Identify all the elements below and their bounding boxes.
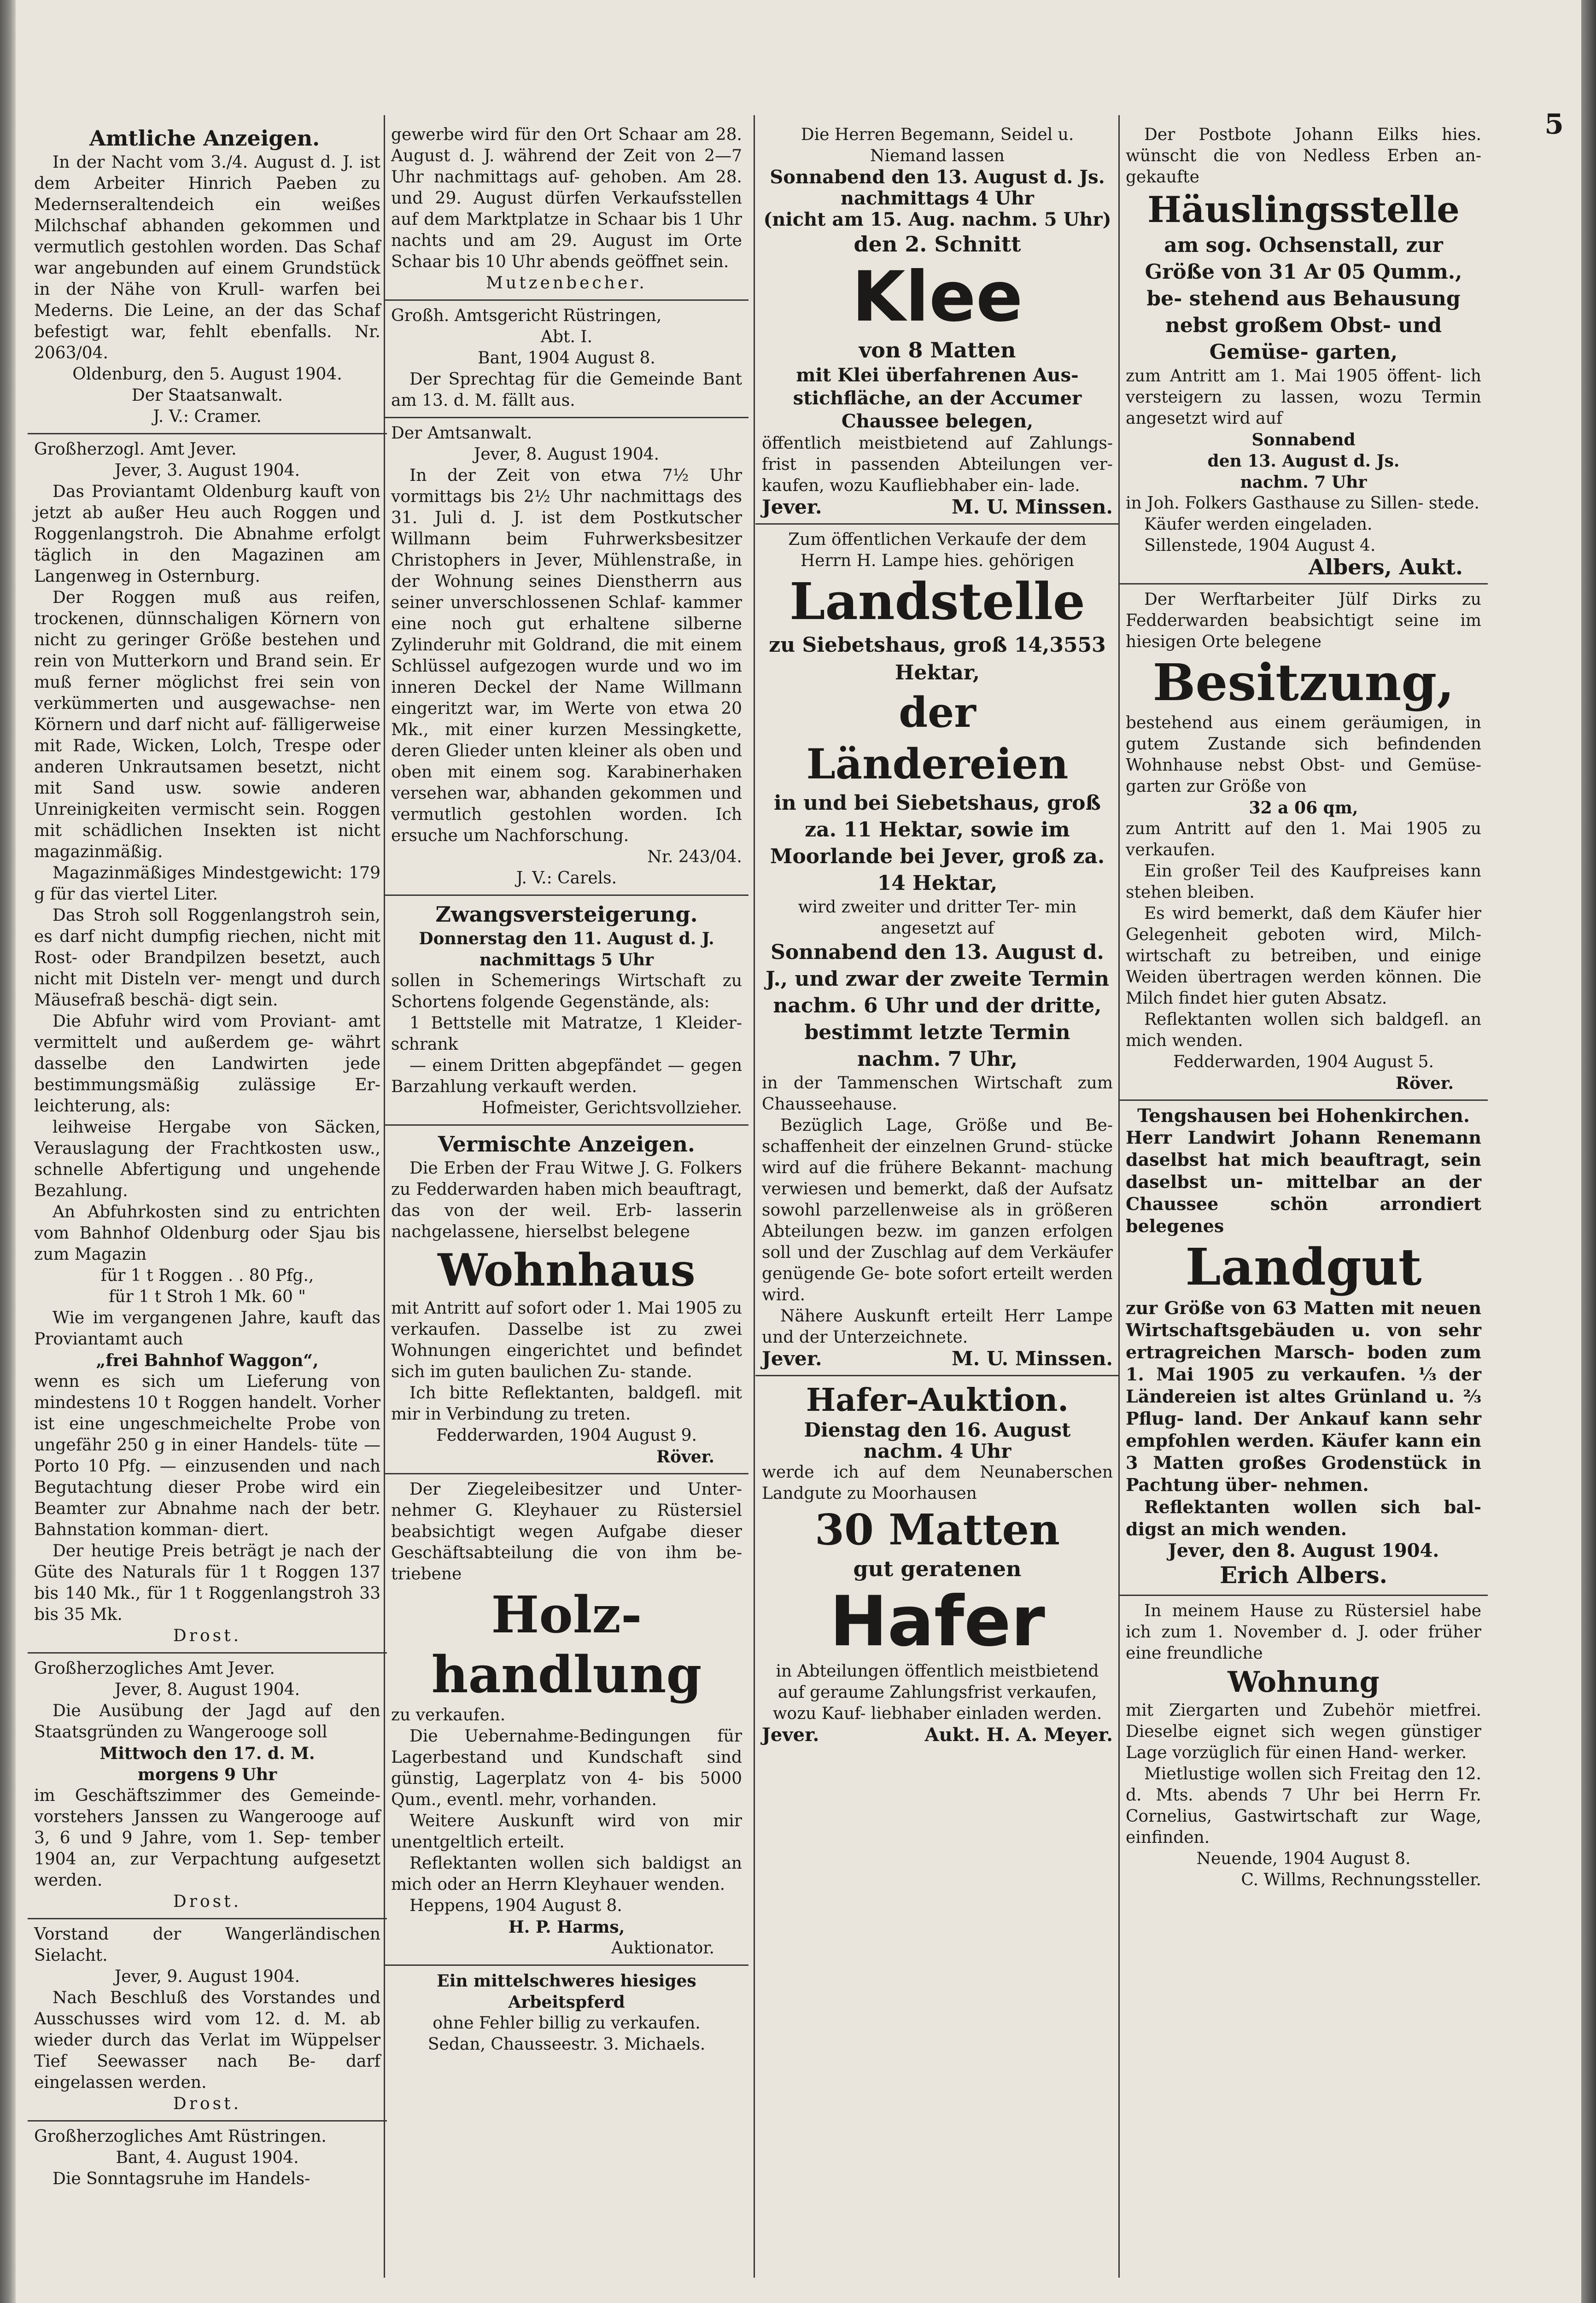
column-rule xyxy=(754,115,755,2278)
ad-headline: Wohnung xyxy=(1228,1665,1380,1699)
notice-signature: Drost. xyxy=(173,1626,242,1645)
ad-body: in Abteilungen öffentlich meistbietend auf geraume Zahlungsfrist verkaufen, wozu Kauf- liebhaber einladen werden. xyxy=(772,1662,1102,1723)
ad-subheadline: Sonnabend den 13. August d. J., und zwar der zweite Termin nachm. 6 Uhr und der dritte, bestimmt letzte Termin nachm. 7 Uhr, xyxy=(766,941,1109,1071)
ad-headline: der Ländereien xyxy=(806,688,1069,789)
ad-headline: Hafer xyxy=(830,1582,1045,1662)
notice-body: Der Roggen muß aus reifen, trockenen, dünnschaligen Körnern von nicht zu geringer Größe bestehen und rein von Mutterkorn und Brand sein. Er muß ferner möglichst frei sein von verkümmerten und ausgewachse- nen Körnern und darf nicht auf- fälligerweise mit Rade, Wicken, Lolch, Trespe oder anderen Unkrautsamen besetzt, nicht mit Sand usw. sowie anderen Unreinigkeiten vermischt sein. Roggen mit schädlichen Insekten ist nicht magazinmäßig. xyxy=(34,588,380,861)
notice-signature: Drost. xyxy=(173,1892,242,1911)
notice-proviantamt xyxy=(28,434,387,1654)
notice-body: In der Zeit von etwa 7½ Uhr vormittags bis 2½ Uhr nachmittags des 31. Juli d. J. ist dem Postkutscher Willmann beim Fuhrwerksbesitzer Christophers in Jever, Mühlenstraße, in der Wohnung seines Dienstherrn aus seiner unverschlossenen Schlaf- kammer eine noch gut erhaltene silberne Zylinderuhr mit Goldrand, die mit einem Schlüssel aufgezogen wurde und wo im inneren Deckel der Name Willmann eingeritzt war, im Werte von etwa 20 Mk., mit einer kurzen Messingkette, deren Glieder unten kleiner als oben und oben mit einem sog. Karabinerhaken versehen war, abhanden gekommen und vermutlich gestohlen worden. Ich ersuche um Nachforschung. xyxy=(391,466,742,845)
ad-headline: Klee xyxy=(852,257,1023,337)
notice-date: Jever, 9. August 1904. xyxy=(114,1967,300,1986)
notice-signature: J. V.: Carels. xyxy=(516,869,617,888)
notice-body: An Abfuhrkosten sind zu entrichten vom Bahnhof Oldenburg oder Sjau bis zum Magazin xyxy=(34,1203,380,1264)
notice-body: 1 Bettstelle mit Matratze, 1 Kleider- schrank xyxy=(391,1014,742,1054)
notice-emphasis: nachmittags 5 Uhr xyxy=(479,950,654,970)
notice-heading: Der Amtsanwalt. xyxy=(391,424,532,443)
ad-footer xyxy=(762,1348,1113,1369)
ad-body: In meinem Hause zu Rüstersiel habe ich zum 1. November d. J. oder früher eine freundliche xyxy=(1126,1602,1481,1663)
notice-body: gewerbe wird für den Ort Schaar am 28. August d. J. während der Zeit von 2—7 Uhr nachmittags auf- gehoben. Am 28. und 29. August dürfen Verkaufsstellen auf dem Marktplatze in Schaar bis 1 Uhr nachts und am 29. August im Orte Schaar bis 10 Uhr abends geöffnet sein. xyxy=(391,125,742,271)
ad-subheadline: gut geratenen xyxy=(853,1556,1022,1581)
ad-body: Ich bitte Reflektanten, baldgefl. mit mir in Verbindung zu treten. xyxy=(391,1384,742,1424)
ad-headline: Hafer-Auktion. xyxy=(806,1382,1069,1419)
ad-besitzung xyxy=(1119,585,1488,1101)
ad-landgut xyxy=(1119,1101,1488,1596)
notice-rate: für 1 t Roggen . . 80 Pfg., xyxy=(100,1266,314,1285)
notice-body: Das Stroh soll Roggenlangstroh sein, es darf nicht dumpfig riechen, nicht mit Rost- oder Brandpilzen besetzt, auch nicht mit Disteln ver- mengt und durch Mäusefraß beschä- digt sein. xyxy=(34,906,380,1010)
ad-subheadline: mit Klei überfahrenen Aus- stichfläche, an der Accumer Chaussee belegen, xyxy=(793,364,1082,432)
ad-body: zu verkaufen. xyxy=(391,1706,506,1724)
ad-headline: Besitzung, xyxy=(1152,653,1455,712)
notice-amtliche xyxy=(28,120,387,434)
notice-continuation xyxy=(385,120,748,301)
notice-body: Wie im vergangenen Jahre, kauft das Proviantamt auch xyxy=(34,1309,380,1349)
column-4 xyxy=(1119,120,1488,2278)
ad-body: Nähere Auskunft erteilt Herr Lampe und der Unterzeichnete. xyxy=(762,1307,1113,1347)
ad-body: Ein großer Teil des Kaufpreises kann stehen bleiben. xyxy=(1126,862,1481,902)
scan-left-edge xyxy=(0,0,16,2303)
ad-emphasis: den 13. August d. Js. xyxy=(1207,451,1400,471)
ad-body: Zum öffentlichen Verkaufe der dem Herrn H. Lampe hies. gehörigen xyxy=(788,530,1087,570)
notice-emphasis: morgens 9 Uhr xyxy=(137,1765,277,1784)
ad-signature: Auktionator. xyxy=(611,1939,714,1958)
notice-body: — einem Dritten abgepfändet — gegen Barzahlung verkauft werden. xyxy=(391,1056,742,1096)
ad-body: Die Erben der Frau Witwe J. G. Folkers zu Fedderwarden haben mich beauftragt, das von der weil. Erb- lasserin nachgelassene, hierselbst belegene xyxy=(391,1159,742,1241)
ad-headline: Landgut xyxy=(1185,1237,1422,1297)
ad-date: Heppens, 1904 August 8. xyxy=(409,1896,622,1915)
notice-date: Bant, 4. August 1904. xyxy=(116,2148,299,2167)
notice-body: Das Proviantamt Oldenburg kauft von jetzt ab außer Heu auch Roggen und Roggenlangstroh. Die Abnahme erfolgt täglich in den Magazinen am Langenweg in Osternburg. xyxy=(34,482,380,586)
ad-arbeitspferd xyxy=(385,1966,748,2061)
section-title: Amtliche Anzeigen. xyxy=(89,126,320,151)
notice-signature: Hofmeister, Gerichtsvollzieher. xyxy=(482,1099,742,1117)
ad-body: zum Antritt am 1. Mai 1905 öffent- lich versteigern zu lassen, wozu Termin angesetzt wird auf xyxy=(1126,367,1481,428)
ad-footer xyxy=(762,497,1113,518)
ad-footer xyxy=(762,1724,1113,1746)
column-2 xyxy=(385,120,748,2278)
ad-body: Die Herren Begemann, Seidel u. Niemand lassen xyxy=(801,125,1074,165)
ad-subheadline: zu Siebetshaus, groß 14,3553 Hektar, xyxy=(769,633,1106,684)
ad-body: ohne Fehler billig zu verkaufen. xyxy=(433,2014,701,2033)
ad-body: mit Ziergarten und Zubehör mietfrei. Dieselbe eignet sich wegen günstiger Lage vorzüglich für einen Hand- werker. xyxy=(1126,1701,1481,1762)
ad-signature: Röver. xyxy=(1396,1074,1454,1093)
ad-body: werde ich auf dem Neunaberschen Landgute zu Moorhausen xyxy=(762,1463,1113,1503)
ad-body: zur Größe von 63 Matten mit neuen Wirtschaftsgebäuden u. von sehr ertragreichen Marsch- boden zum 1. Mai 1905 zu verkaufen. ⅓ der Ländereien ist altes Grünland u. ⅔ Pflug- land. Der Ankauf kann sehr empfohlen werden. Käufer kann ein 3 Matten großes Grodenstück in Pachtung über- nehmen. xyxy=(1126,1298,1481,1495)
ad-emphasis: 32 a 06 qm, xyxy=(1249,798,1358,818)
notice-heading: Großh. Amtsgericht Rüstringen, xyxy=(391,306,662,325)
ad-place: Jever. xyxy=(762,496,822,518)
ad-signature: Aukt. H. A. Meyer. xyxy=(924,1724,1113,1746)
notice-ruestringen xyxy=(28,2122,387,2195)
notice-body: leihweise Hergabe von Säcken, Verauslagung der Frachtkosten usw., schnelle Abfertigung und ungehende Bezahlung. xyxy=(34,1118,380,1200)
ad-subheadline: den 2. Schnitt xyxy=(854,232,1021,257)
ad-signature: M. U. Minssen. xyxy=(952,496,1113,518)
ad-body: wird zweiter und dritter Ter- min angesetzt auf xyxy=(798,898,1077,938)
ad-heading: Tengshausen bei Hohenkirchen. xyxy=(1137,1105,1470,1127)
notice-body: In der Nacht vom 3./4. August d. J. ist dem Arbeiter Hinrich Paeben zu Medernseraltendeich ein weißes Milchschaf abhanden gekommen und vermutlich gestohlen worden. Das Schaf war angebunden auf einem Grundstück in der Nähe von Krull- warfen bei Mederns. Die Leine, an der das Schaf befestigt war, fehlt ebenfalls. Nr. 2063/04. xyxy=(34,153,380,362)
ad-body: Reflektanten wollen sich baldigst an mich oder an Herrn Kleyhauer wenden. xyxy=(391,1854,742,1894)
ad-signature: Albers, Aukt. xyxy=(1308,555,1463,579)
notice-body: Der Sprechtag für die Gemeinde Bant am 13. d. M. fällt aus. xyxy=(391,370,742,410)
ad-body: Reflektanten wollen sich baldgefl. an mich wenden. xyxy=(1126,1010,1481,1050)
ad-signature: M. U. Minssen. xyxy=(952,1347,1113,1370)
ad-subheadline: am sog. Ochsenstall, zur Größe von 31 Ar 05 Qumm., be- stehend aus Behausung nebst großem Obst- und Gemüse- garten, xyxy=(1145,234,1462,364)
page-number: 5 xyxy=(1544,108,1564,140)
ad-holzhandlung xyxy=(385,1474,748,1966)
notice-signature: Drost. xyxy=(173,2094,242,2113)
ad-subheadline: von 8 Matten xyxy=(859,338,1016,362)
notice-body: Die Sonntagsruhe im Handels- xyxy=(53,2169,310,2188)
notice-body: Magazinmäßiges Mindestgewicht: 179 g für das viertel Liter. xyxy=(34,864,380,904)
notice-body: Die Abfuhr wird vom Proviant- amt vermittelt und außerdem ge- währt dasselbe den Landwirten jede bestimmungsmäßig zulässige Er- leichterung, als: xyxy=(34,1012,380,1116)
column-1 xyxy=(28,120,387,2278)
ad-body: Käufer werden eingeladen. xyxy=(1144,515,1373,534)
notice-heading: Abt. I. xyxy=(540,327,593,346)
ad-haeuslingsstelle xyxy=(1119,120,1488,585)
notice-heading: Großherzogl. Amt Jever. xyxy=(34,440,237,459)
ad-signature: C. Willms, Rechnungssteller. xyxy=(1241,1870,1481,1889)
ad-subheadline: (nicht am 15. Aug. nachm. 5 Uhr) xyxy=(763,209,1111,230)
notice-emphasis: Mittwoch den 17. d. M. xyxy=(99,1744,315,1763)
ad-body: Der Werftarbeiter Jülf Dirks zu Fedderwarden beabsichtigt seine im hiesigen Orte belegene xyxy=(1126,590,1481,651)
ad-body: Bezüglich Lage, Größe und Be- schaffenheit der einzelnen Grund- stücke wird auf die frühere Bekannt- machung verwiesen und bemerkt, daß der Aufsatz sowohl parzellenweise als in größeren Abteilungen bezw. im ganzen erfolgen soll und der Zuschlag auf dem Verkäufer genügende Ge- bote sofort erteilt werden wird. xyxy=(762,1116,1113,1304)
ad-body: Weitere Auskunft wird von mir unentgeltlich erteilt. xyxy=(391,1812,742,1852)
section-title: Vermischte Anzeigen. xyxy=(438,1132,695,1157)
notice-amtsgericht xyxy=(385,301,748,418)
ad-date: Fedderwarden, 1904 August 5. xyxy=(1173,1052,1434,1071)
ad-subheadline: nachmittags 4 Uhr xyxy=(840,187,1035,209)
ad-body: in der Tammenschen Wirtschaft zum Chausseehause. xyxy=(762,1074,1113,1114)
notice-signature: Mutzenbecher. xyxy=(486,274,647,292)
ad-date: Jever, den 8. August 1904. xyxy=(1168,1540,1439,1561)
scan-right-edge xyxy=(1581,0,1596,2303)
ad-subheadline: Sonnabend den 13. August d. Js. xyxy=(770,166,1105,188)
ad-headline: Wohnhaus xyxy=(438,1244,696,1296)
notice-body: wenn es sich um Lieferung von mindestens 10 t Roggen handelt. Vorher ist eine ungeschmeichelte Probe von ungefähr 250 g in einer Handels- tüte — Porto 10 Pfg. — einzusenden und nach Begutachtung dieser Probe wird ein Beamter zur Abnahme nach der betr. Bahnstation komman- diert. xyxy=(34,1372,380,1539)
notice-date: Jever, 8. August 1904. xyxy=(114,1680,300,1699)
notice-zwangsversteigerung xyxy=(385,896,748,1126)
notice-body: im Geschäftszimmer des Gemeinde- vorstehers Janssen zu Wangerooge auf 3, 6 und 9 Jahre, vom 1. Sep- tember 1904 an, zur Verpachtung aufgesetzt werden. xyxy=(34,1786,380,1890)
notice-sielacht xyxy=(28,1919,387,2122)
notice-heading: Vorstand der Wangerländischen Sielacht. xyxy=(34,1925,380,1965)
ad-landstelle xyxy=(755,525,1119,1376)
ad-body: zum Antritt auf den 1. Mai 1905 zu verkaufen. xyxy=(1126,819,1481,859)
notice-date: Jever, 8. August 1904. xyxy=(474,445,660,464)
ad-headline: Landstelle xyxy=(789,572,1085,631)
ad-body: Mietlustige wollen sich Freitag den 12. d. Mts. abends 7 Uhr bei Herrn Fr. Cornelius, Gastwirtschaft zur Wage, einfinden. xyxy=(1126,1765,1481,1847)
notice-emphasis: „frei Bahnhof Waggon“, xyxy=(96,1351,319,1370)
ad-date: Sillenstede, 1904 August 4. xyxy=(1144,536,1376,555)
ad-date: Neuende, 1904 August 8. xyxy=(1196,1849,1411,1868)
notice-body: Die Ausübung der Jagd auf den Staatsgründen zu Wangerooge soll xyxy=(34,1701,380,1742)
ad-wohnung xyxy=(1119,1596,1488,1896)
ad-body: in Joh. Folkers Gasthause zu Sillen- stede. xyxy=(1126,494,1479,513)
ad-wohnhaus xyxy=(385,1126,748,1474)
ad-subheadline: in und bei Siebetshaus, groß za. 11 Hektar, sowie im Moorlande bei Jever, groß za. 14 Hektar, xyxy=(770,791,1105,895)
ad-signature: H. P. Harms, xyxy=(508,1917,625,1937)
ad-hafer-auktion xyxy=(755,1376,1119,1751)
notice-body: Der heutige Preis beträgt je nach der Güte des Naturals für 1 t Roggen 137 bis 140 Mk., für 1 t Roggenlangstroh 33 bis 35 Mk. xyxy=(34,1542,380,1624)
ad-date: Fedderwarden, 1904 August 9. xyxy=(436,1426,697,1445)
ad-signature: Erich Albers. xyxy=(1219,1561,1388,1589)
notice-emphasis: Donnerstag den 11. August d. J. xyxy=(419,929,714,948)
ad-place: Jever. xyxy=(762,1347,822,1370)
ad-headline: 30 Matten xyxy=(815,1505,1060,1555)
ad-address: Sedan, Chausseestr. 3. Michaels. xyxy=(427,2035,706,2054)
ad-emphasis: Sonnabend xyxy=(1251,430,1356,450)
section-title: Zwangsversteigerung. xyxy=(435,902,698,927)
ad-klee xyxy=(755,120,1119,525)
notice-amtsanwalt xyxy=(385,418,748,896)
notice-number: Nr. 243/04. xyxy=(647,848,742,866)
ad-subheadline: Dienstag den 16. August xyxy=(804,1419,1071,1441)
ad-body: Reflektanten wollen sich bal- digst an mich wenden. xyxy=(1126,1496,1481,1539)
notice-body: sollen in Schemerings Wirtschaft zu Schortens folgende Gegenstände, als: xyxy=(391,971,742,1011)
ad-body: Der Ziegeleibesitzer und Unter- nehmer G. Kleyhauer zu Rüstersiel beabsichtigt wegen Aufgabe dieser Geschäftsabteilung die von ihm be- triebene xyxy=(391,1480,742,1584)
ad-body: Herr Landwirt Johann Renemann daselbst hat mich beauftragt, sein daselbst un- mittelbar an der Chaussee schön arrondiert belegenes xyxy=(1126,1127,1481,1236)
ad-headline: Ein mittelschweres hiesiges Arbeitspferd xyxy=(437,1971,696,2012)
notice-jagd xyxy=(28,1654,387,1919)
notice-date: Bant, 1904 August 8. xyxy=(478,349,655,368)
notice-signature: Der Staatsanwalt. xyxy=(131,386,283,405)
ad-emphasis: nachm. 7 Uhr xyxy=(1240,473,1367,492)
ad-signature: Röver. xyxy=(656,1447,714,1467)
notice-heading: Großherzogliches Amt Rüstringen. xyxy=(34,2127,327,2146)
ad-body: mit Antritt auf sofort oder 1. Mai 1905 zu verkaufen. Dasselbe ist zu zwei Wohnungen eingerichtet und befindet sich im guten baulichen Zu- stande. xyxy=(391,1299,742,1381)
ad-headline: handlung xyxy=(431,1645,702,1704)
ad-body: Es wird bemerkt, daß dem Käufer hier Gelegenheit geboten wird, Milch- wirtschaft zu betreiben, und einige Weiden übertragen werden können. Die Milch findet hier guten Absatz. xyxy=(1126,904,1481,1008)
notice-date: Jever, 3. August 1904. xyxy=(114,461,300,480)
ad-place: Jever. xyxy=(762,1724,819,1746)
notice-signature: J. V.: Cramer. xyxy=(153,407,262,426)
ad-body: Die Uebernahme-Bedingungen für Lagerbestand und Kundschaft sind günstig, Lagerplatz von 4- bis 5000 Qum., eventl. mehr, vorhanden. xyxy=(391,1727,742,1809)
ad-body: öffentlich meistbietend auf Zahlungs- frist in passenden Abteilungen ver- kaufen, wozu Kaufliebhaber ein- lade. xyxy=(762,434,1113,495)
ad-headline: Holz- xyxy=(491,1585,642,1644)
ad-headline: Häuslingsstelle xyxy=(1147,189,1460,231)
ad-body: Der Postbote Johann Eilks hies. wünscht die von Nedless Erben an- gekaufte xyxy=(1126,125,1481,187)
notice-date: Oldenburg, den 5. August 1904. xyxy=(72,365,342,384)
ad-subheadline: nachm. 4 Uhr xyxy=(863,1440,1011,1462)
column-3 xyxy=(755,120,1119,2278)
notice-rate: für 1 t Stroh 1 Mk. 60 " xyxy=(109,1287,306,1306)
ad-body: bestehend aus einem geräumigen, in gutem Zustande sich befindenden Wohnhause nebst Obst- und Gemüse- garten zur Größe von xyxy=(1126,713,1481,796)
notice-body: Nach Beschluß des Vorstandes und Ausschusses wird vom 12. d. M. ab wieder durch das Verlat im Wüppelser Tief Seewasser nach Be- darf eingelassen werden. xyxy=(34,1988,380,2092)
notice-heading: Großherzogliches Amt Jever. xyxy=(34,1659,275,1678)
